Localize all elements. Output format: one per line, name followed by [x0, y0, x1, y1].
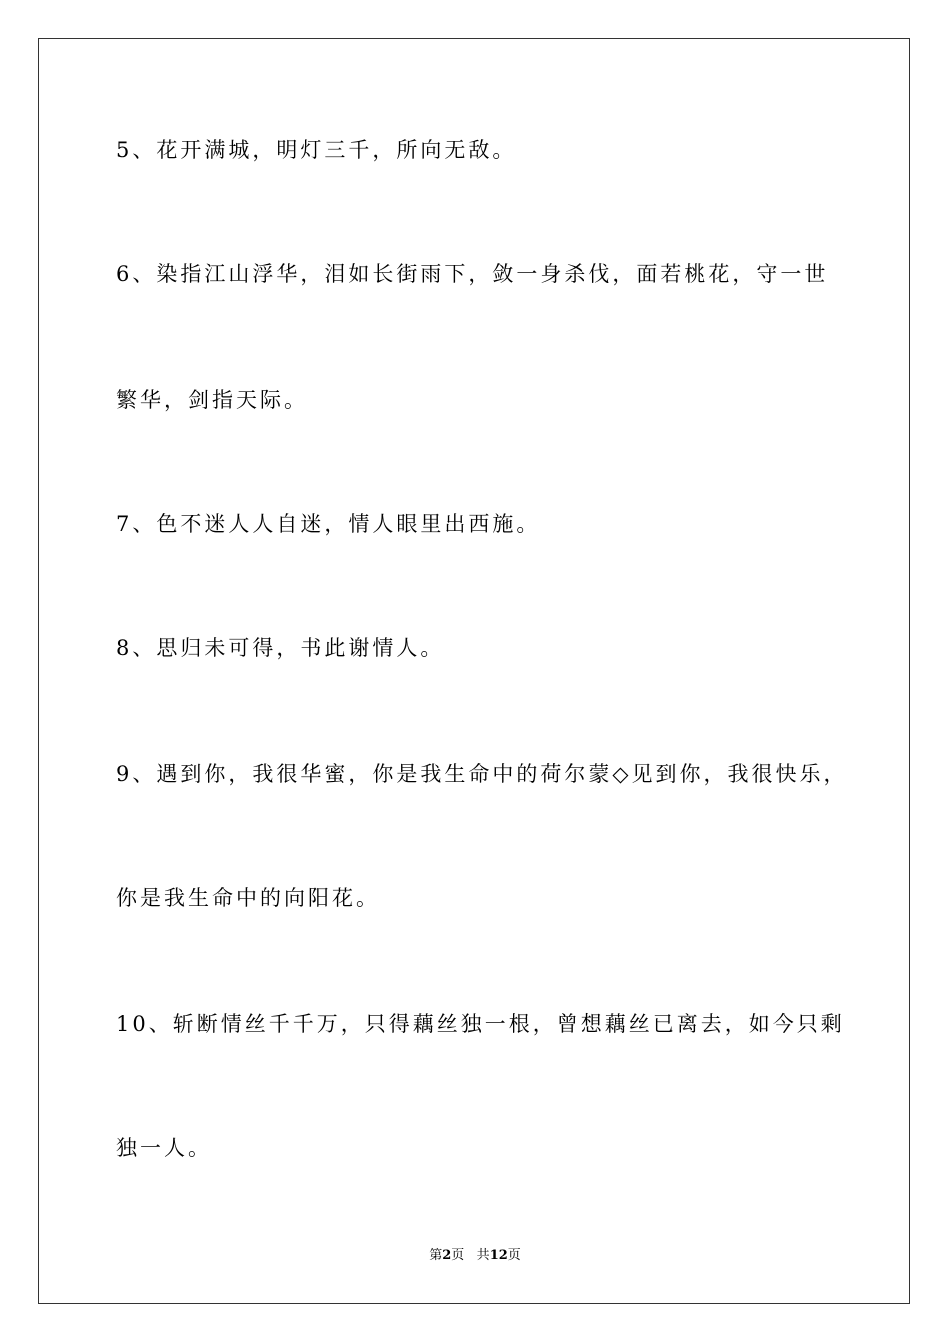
text-line-8: 10、斩断情丝千千万，只得藕丝独一根，曾想藕丝已离去，如今只剩	[116, 1012, 845, 1036]
footer-page-total: 12	[489, 1248, 508, 1263]
page-frame	[38, 38, 910, 1304]
footer-page-current: 2	[442, 1248, 452, 1263]
footer-page-prefix: 第	[429, 1248, 443, 1263]
text-line-9: 独一人。	[116, 1136, 212, 1160]
footer-page-unit: 页	[451, 1248, 465, 1263]
text-line-7: 你是我生命中的向阳花。	[116, 886, 380, 910]
page-footer	[0, 1248, 950, 1264]
text-line-2: 6、染指江山浮华，泪如长街雨下，敛一身杀伐，面若桃花，守一世	[116, 262, 829, 286]
text-line-1: 5、花开满城，明灯三千，所向无敌。	[116, 138, 517, 162]
footer-total-unit: 页	[507, 1248, 521, 1263]
footer-total-prefix: 共	[476, 1248, 490, 1263]
text-line-4: 7、色不迷人人自迷，情人眼里出西施。	[116, 512, 541, 536]
text-line-3: 繁华，剑指天际。	[116, 388, 308, 412]
text-line-6: 9、遇到你，我很华蜜，你是我生命中的荷尔蒙◇见到你，我很快乐，	[116, 762, 848, 786]
text-line-5: 8、思归未可得，书此谢情人。	[116, 636, 445, 660]
